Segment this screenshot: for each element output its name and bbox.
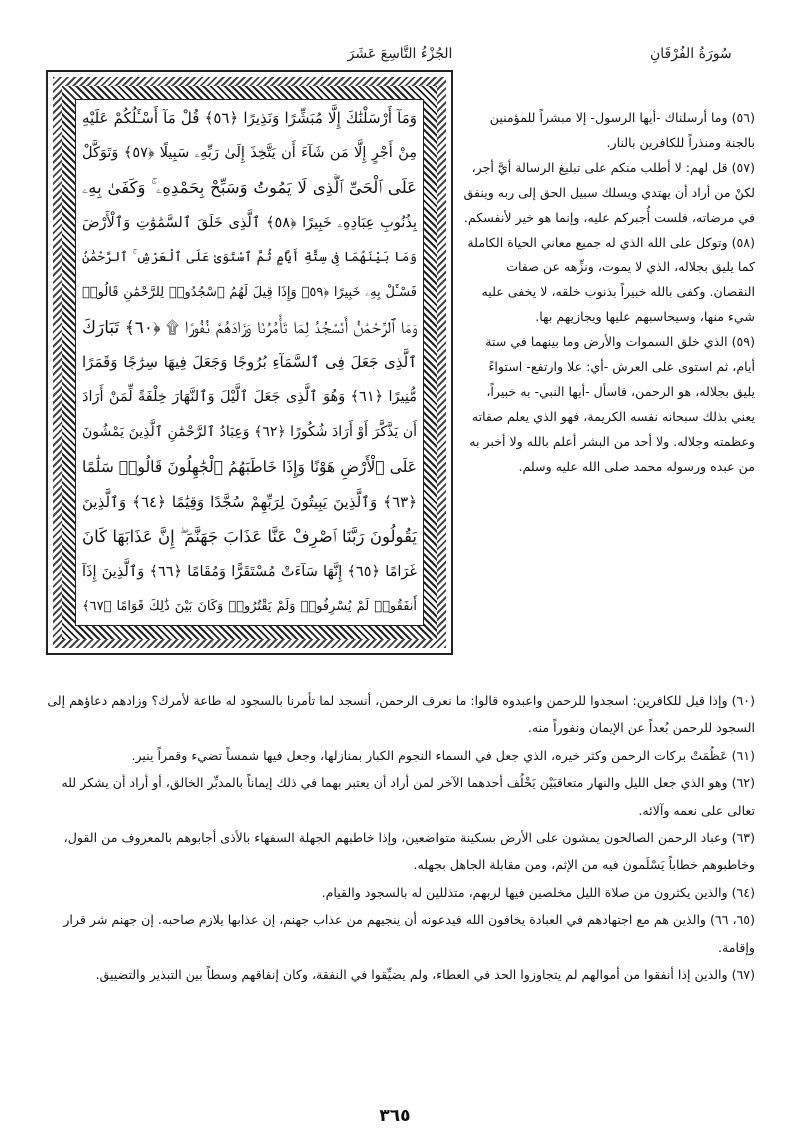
- quran-text-panel: [75, 99, 424, 626]
- juz-header: الجُزْءُ التَّاسِعَ عَشَرَ: [347, 46, 453, 62]
- tafsir-paragraph: (٦١) عَظُمَتْ بركات الرحمن وكثر خيره، الذي جعل في السماء النجوم الكبار بمنازلها، وجعل فيها شمساً تضيء وقمراً ينير.: [131, 747, 755, 763]
- quran-line: بِذُنُوبِ عِبَادِهِۦ خَبِيرًا ﴿٥٨﴾ ٱلَّذِى خَلَقَ ٱلسَّمَٰوَٰتِ وَٱلْأَرْضَ: [82, 214, 417, 231]
- quran-line: فَسْـَٔلْ بِهِۦ خَبِيرًا ﴿٥٩﴾ وَإِذَا قِيلَ لَهُمُ ٱسْجُدُوا۟ لِلرَّحْمَٰنِ قَالُوا۟: [82, 284, 417, 300]
- tafsir-side-column: [463, 106, 755, 480]
- tafsir-paragraph: (٦٣) وعباد الرحمن الصالحون يمشون على الأرض بسكينة متواضعين، وإذا خاطبهم الجهلة السفهاء بالأذى أجابوهم بالمعروف من القول، وخاطبوهم خطاباً يَسْلَمون فيه من الإثم، ومن مقابلة الجاهل بجهله.: [63, 830, 755, 873]
- quran-line: يَقُولُونَ رَبَّنَا ٱصْرِفْ عَنَّا عَذَابَ جَهَنَّمَ ۖ إِنَّ عَذَابَهَا كَانَ: [82, 527, 417, 547]
- tafsir-paragraph: (٦٢) وهو الذي جعل الليل والنهار متعاقبَيْن يَخْلُف أحدهما الآخر لمن أراد أن يعتبر بهما في ذلك إيماناً بالمدبِّر الخالق، أو أراد أن يشكر لله تعالى على نعمه وآلائه.: [61, 775, 755, 818]
- tafsir-bottom-block: [44, 687, 755, 988]
- tafsir-paragraph: (٦٠) وإذا قيل للكافرين: اسجدوا للرحمن واعبدوه قالوا: ما نعرف الرحمن، أنسجد لما تأمرنا بالسجود له طاعة لأمرك؟ وزادهم دعاؤهم إلى السجود للرحمن بُعداً عن الإيمان ونفوراً منه.: [47, 693, 755, 736]
- tafsir-paragraph: (٦٥، ٦٦) والذين هم مع اجتهادهم في العبادة يخافون الله فيدعونه أن ينجيهم من عذاب جهنم، إن عذابها يلازم صاحبه. إن جهنم شر قرار وإقامة.: [63, 912, 755, 955]
- quran-line: أَن يَذَّكَّرَ أَوْ أَرَادَ شُكُورًا ﴿٦٢﴾ وَعِبَادُ ٱلرَّحْمَٰنِ ٱلَّذِينَ يَمْشُونَ: [82, 424, 417, 441]
- quran-frame: [46, 70, 453, 655]
- page-number: ٣٦٥: [379, 1106, 411, 1126]
- quran-line: أَنفَقُوا۟ لَمْ يُسْرِفُوا۟ وَلَمْ يَقْتُرُوا۟ وَكَانَ بَيْنَ ذَٰلِكَ قَوَامًا ﴿٦٧﴾: [82, 598, 417, 614]
- quran-line: غَرَامًا ﴿٦٥﴾ إِنَّهَا سَآءَتْ مُسْتَقَرًّا وَمُقَامًا ﴿٦٦﴾ وَٱلَّذِينَ إِذَآ: [82, 563, 417, 580]
- quran-line: مُّنِيرًا ﴿٦١﴾ وَهُوَ ٱلَّذِى جَعَلَ ٱلَّيْلَ وَٱلنَّهَارَ خِلْفَةً لِّمَنْ أَرَادَ: [82, 389, 417, 406]
- surah-name-header: سُورَةُ الفُرْقَانِ: [650, 46, 732, 62]
- tafsir-paragraph: (٥٩) الذي خلق السموات والأرض وما بينهما في ستة أيام، ثم استوى على العرش -أي: علا وارتفع- استواءً يليق بجلاله، هو الرحمن، فاسأل -أيها النبي- به خبيراً، يعني بذلك سبحانه نفسه الكريمة، فهو الذي يعلم صفاته وعظمته وجلاله. ولا أحد من البشر أعلم بالله ولا أخبر به من عبده ورسوله محمد صلى الله عليه وسلم.: [469, 334, 755, 474]
- tafsir-paragraph: (٦٧) والذين إذا أنفقوا من أموالهم لم يتجاوزوا الحد في العطاء، ولم يضيِّقوا في النفقة، وكان إنفاقهم وسطاً بين التبذير والتضييق.: [95, 967, 755, 983]
- quran-line: وَمَآ أَرْسَلْنَٰكَ إِلَّا مُبَشِّرًا وَنَذِيرًا ﴿٥٦﴾ قُلْ مَآ أَسْـَٔلُكُمْ عَلَيْهِ: [82, 109, 417, 127]
- quran-line: ﴿٦٣﴾ وَٱلَّذِينَ يَبِيتُونَ لِرَبِّهِمْ سُجَّدًا وَقِيَٰمًا ﴿٦٤﴾ وَٱلَّذِينَ: [82, 493, 417, 512]
- quran-line: عَلَى ٱلْأَرْضِ هَوْنًا وَإِذَا خَاطَبَهُمُ ٱلْجَٰهِلُونَ قَالُوا۟ سَلَٰمًا: [82, 458, 417, 477]
- tafsir-paragraph: (٦٤) والذين يكثرون من صلاة الليل مخلصين فيها لربهم، متذللين له بالسجود والقيام.: [321, 884, 755, 900]
- tafsir-paragraph: (٥٧) قل لهم: لا أطلب منكم على تبليغ الرسالة أيَّ أجر، لكنْ من أراد أن يهتدي ويسلك سبيل الحق إلى ربه وينفق في مرضاته، فلست أُجبركم عليه، وإنما هو خير لأنفسكم.: [463, 159, 755, 225]
- quran-line: وَمَا بَيْنَهُمَا فِى سِتَّةِ أَيَّامٍ ثُمَّ ٱسْتَوَىٰ عَلَى ٱلْعَرْشِ ۚ ٱلرَّحْمَٰنُ: [82, 249, 417, 265]
- tafsir-paragraph: (٥٦) وما أرسلناك -أيها الرسول- إلا مبشراً للمؤمنين بالجنة ومنذراً للكافرين بالنار.: [489, 110, 755, 150]
- quran-line: مِنْ أَجْرٍ إِلَّا مَن شَآءَ أَن يَتَّخِذَ إِلَىٰ رَبِّهِۦ سَبِيلًا ﴿٥٧﴾ وَتَوَكَّلْ: [82, 144, 417, 161]
- tafsir-paragraph: (٥٨) وتوكل على الله الذي له جميع معاني الحياة الكاملة كما يليق بجلاله، الذي لا يموت، ونزِّهه عن صفات النقصان. وكفى بالله خبيراً بذنوب خلقه، لا يخفى عليه شيء منها، وسيحاسبهم عليها ويجازيهم بها.: [467, 234, 755, 325]
- quran-line: عَلَى ٱلْحَىِّ ٱلَّذِى لَا يَمُوتُ وَسَبِّحْ بِحَمْدِهِۦ ۚ وَكَفَىٰ بِهِۦ: [82, 177, 417, 197]
- quran-line: ٱلَّذِى جَعَلَ فِى ٱلسَّمَآءِ بُرُوجًا وَجَعَلَ فِيهَا سِرَٰجًا وَقَمَرًا: [82, 353, 417, 372]
- quran-line: وَمَا ٱلرَّحْمَٰنُ أَنَسْجُدُ لِمَا تَأْمُرُنَا وَزَادَهُمْ نُفُورًا ۩ ﴿٦٠﴾ تَبَارَكَ: [82, 317, 417, 338]
